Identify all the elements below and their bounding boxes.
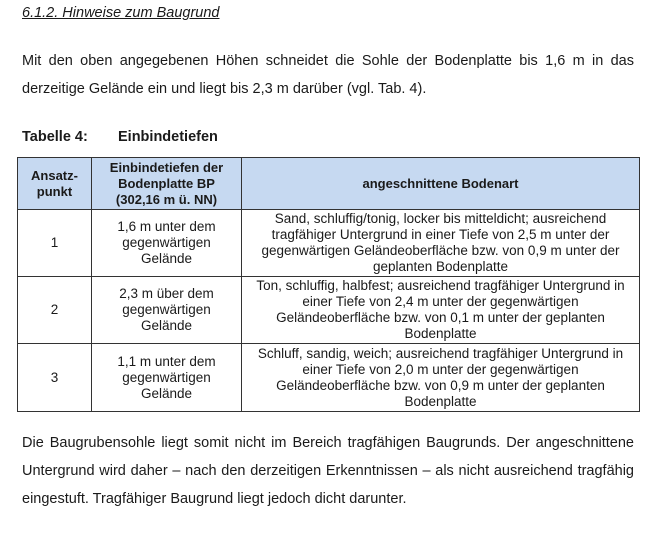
intro-paragraph: Mit den oben angegebenen Höhen schneidet die Sohle der Bodenplatte bis 1,6 m in das derzeitige Gelände ein und liegt bis 2,3 m darüber (vgl. Tab. 4). [22,53,634,97]
cell-soil: Schluff, sandig, weich; ausreichend tragfähiger Untergrund in einer Tiefe von 2,0 m unter der gegenwärtigen Geländeoberfläche bzw. von 0,9 m unter der geplanten Bodenplatte [242,344,640,412]
cell-point: 3 [18,344,92,412]
header-bodenart: angeschnittene Bodenart [242,158,640,210]
table-row [18,344,640,412]
table-row [18,210,640,277]
cell-point: 2 [18,277,92,344]
header-einbindetiefen: Einbindetiefen der Bodenplatte BP (302,16 m ü. NN) [92,158,242,210]
cell-point: 1 [18,210,92,277]
cell-soil: Ton, schluffig, halbfest; ausreichend tragfähiger Untergrund in einer Tiefe von 2,4 m unter der gegenwärtigen Geländeoberfläche bzw. von 0,1 m unter der geplanten Bodenplatte [242,277,640,344]
table-header-row [18,158,640,210]
table-row [18,277,640,344]
table-caption-title: Einbindetiefen [118,129,218,145]
header-ansatzpunkt: Ansatz-punkt [18,158,92,210]
table-caption-number: Tabelle 4: [22,129,88,145]
cell-depth: 2,3 m über dem gegenwärtigen Gelände [92,277,242,344]
table-caption [22,129,218,145]
cell-soil: Sand, schluffig/tonig, locker bis mitteldicht; ausreichend tragfähiger Untergrund in einer Tiefe von 2,5 m unter der gegenwärtigen Geländeoberfläche bzw. von 0,9 m unter der geplanten Bodenplatte [242,210,640,277]
section-heading: 6.1.2. Hinweise zum Baugrund [22,5,220,21]
cell-depth: 1,6 m unter dem gegenwärtigen Gelände [92,210,242,277]
cell-depth: 1,1 m unter dem gegenwärtigen Gelände [92,344,242,412]
embedment-depth-table [17,157,640,412]
closing-paragraph: Die Baugrubensohle liegt somit nicht im Bereich tragfähigen Baugrunds. Der angeschnittene Untergrund wird daher – nach den derzeitigen Erkenntnissen – als nicht ausreichend tragfähig eingestuft. Tragfähiger Baugrund liegt jedoch dicht darunter. [22,435,634,507]
